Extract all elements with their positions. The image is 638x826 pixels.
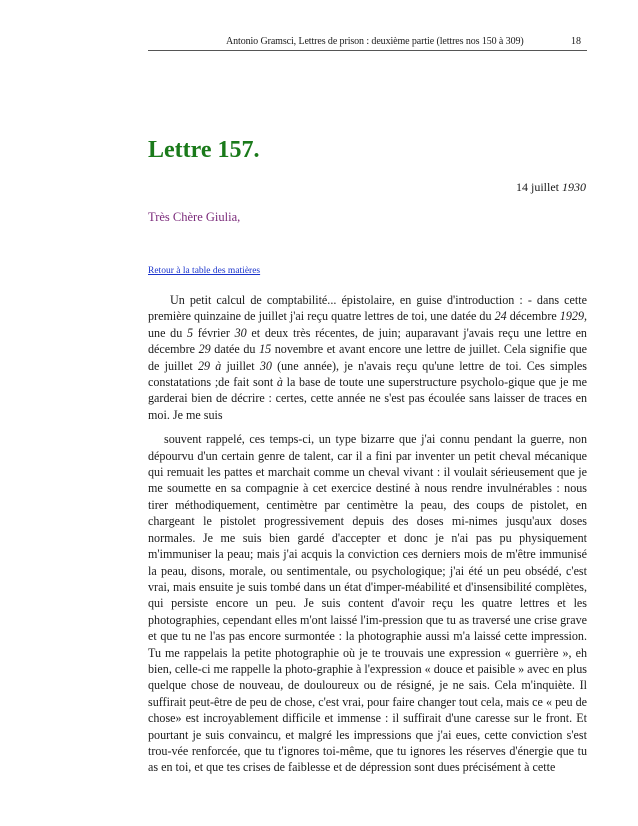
text-run: Un petit calcul de comptabilité... épistolaire, en guise d'introduction : - dans cette première quinzaine de juillet j'ai reçu quatre lettres de toi, une datée du bbox=[148, 293, 587, 324]
italic-text-run: 15 bbox=[259, 342, 272, 357]
text-run: février bbox=[193, 325, 235, 340]
text-run: datée du bbox=[210, 342, 260, 357]
text-run: novembre et avant encore une lettre de juillet. Cela signifie que de juillet bbox=[148, 342, 587, 373]
italic-text-run: 1929, bbox=[559, 309, 588, 324]
text-run: souvent rappelé, ces temps-ci, un type bizarre que j'ai connu pendant la guerre, non dépourvu d'un certain genre de talent, car il a fini par inventer un petit cheval mécanique qui remuait les pattes et marchait comme un cheval vivant : il voulait sérieusement que je me soumette en sa compagnie à cet exercice destiné à nous rendre invulnérables : nous tirer méthodiquement, centimètre par centimètre la peau, des coups de pistolet, en chargeant le pistolet progressivement depuis des doses mi-nimes jusqu'aux doses normales. Je me suis bien gardé d'accepter et donc je n'ai pas pu physiquement m'immuniser la peau; mais j'ai acquis la conviction ces derniers mois de m'être immunisé la peau, disons, morale, ou sentimentale, ou psychologique; j'ai été un peu obsédé, c'est vrai, mais ensuite je suis tombé dans un état d'imper-méabilité et d'insensibilité complètes, qui persiste encore un peu. Je suis content d'avoir reçu les quatre lettres et les photographies, cependant elles m'ont laissé l'im-pression que tu as traversé une crise grave et que tu ne l'as pas encore surmontée : la photographie aussi m'a laissé cette impression. Tu me rappelais la petite photographie où je te trouvais une expression « guerrière », eh bien, celle-ci me rappelle la photo-graphie à l'expression « douce et paisible » avec en plus quelque chose de nouveau, de douloureux ou de résigné, je ne sais. Cela m'inquiète. Il suffirait peut-être de peu de chose, c'est vrai, pour faire changer tout cela, mais ce « peu de chose» est incroyablement difficile et immense : il suffirait d'une caresse sur le front. Et pourtant je suis convaincu, et malgré les impressions que j'ai eues, cette conviction s'est trou-vée renforcée, que tu t'ignores toi-même, que tu ignores les réserves d'énergie que tu as en toi, et que tes crises de faiblesse et de dépression sont dues précisément à cette bbox=[148, 432, 587, 775]
letter-date-year: 1930 bbox=[562, 180, 586, 194]
body-paragraph bbox=[148, 292, 587, 423]
letter-body bbox=[148, 292, 587, 784]
letter-title: Lettre 157. bbox=[148, 137, 260, 163]
running-header-title: Antonio Gramsci, Lettres de prison : deuxième partie (lettres nos 150 à 309) bbox=[226, 36, 524, 47]
italic-text-run: 29 à bbox=[197, 358, 222, 373]
body-paragraph bbox=[148, 431, 587, 776]
italic-text-run: 30 bbox=[234, 325, 247, 340]
back-to-toc-link[interactable]: Retour à la table des matières bbox=[148, 266, 261, 276]
salutation: Très Chère Giulia, bbox=[148, 210, 241, 224]
italic-text-run: 29 bbox=[198, 342, 211, 357]
running-header bbox=[0, 36, 638, 50]
text-run: décembre bbox=[506, 309, 560, 324]
text-run: la base de toute une superstructure psycholo-gique que je me garderai bien de décrire : certes, cette année ne s'est pas écoulée sans laisser de traces en moi. Je me suis bbox=[148, 375, 587, 422]
text-run: et deux très récentes, de juin; auparavant j'avais reçu une lettre en décembre bbox=[148, 325, 587, 357]
italic-text-run: à bbox=[276, 375, 283, 390]
italic-text-run: 5 bbox=[186, 325, 193, 340]
text-run: (une année), je n'avais reçu qu'une lettre de toi. Ces simples constatations ;de fait sont bbox=[148, 358, 588, 390]
text-run: juillet bbox=[221, 358, 260, 373]
header-divider bbox=[148, 50, 587, 51]
page-number: 18 bbox=[571, 36, 581, 47]
text-run: une du bbox=[148, 325, 187, 340]
italic-text-run: 30 bbox=[259, 358, 272, 373]
italic-text-run: 24 bbox=[494, 309, 507, 324]
letter-date-day-month: 14 juillet bbox=[516, 180, 562, 194]
letter-date bbox=[516, 180, 586, 195]
